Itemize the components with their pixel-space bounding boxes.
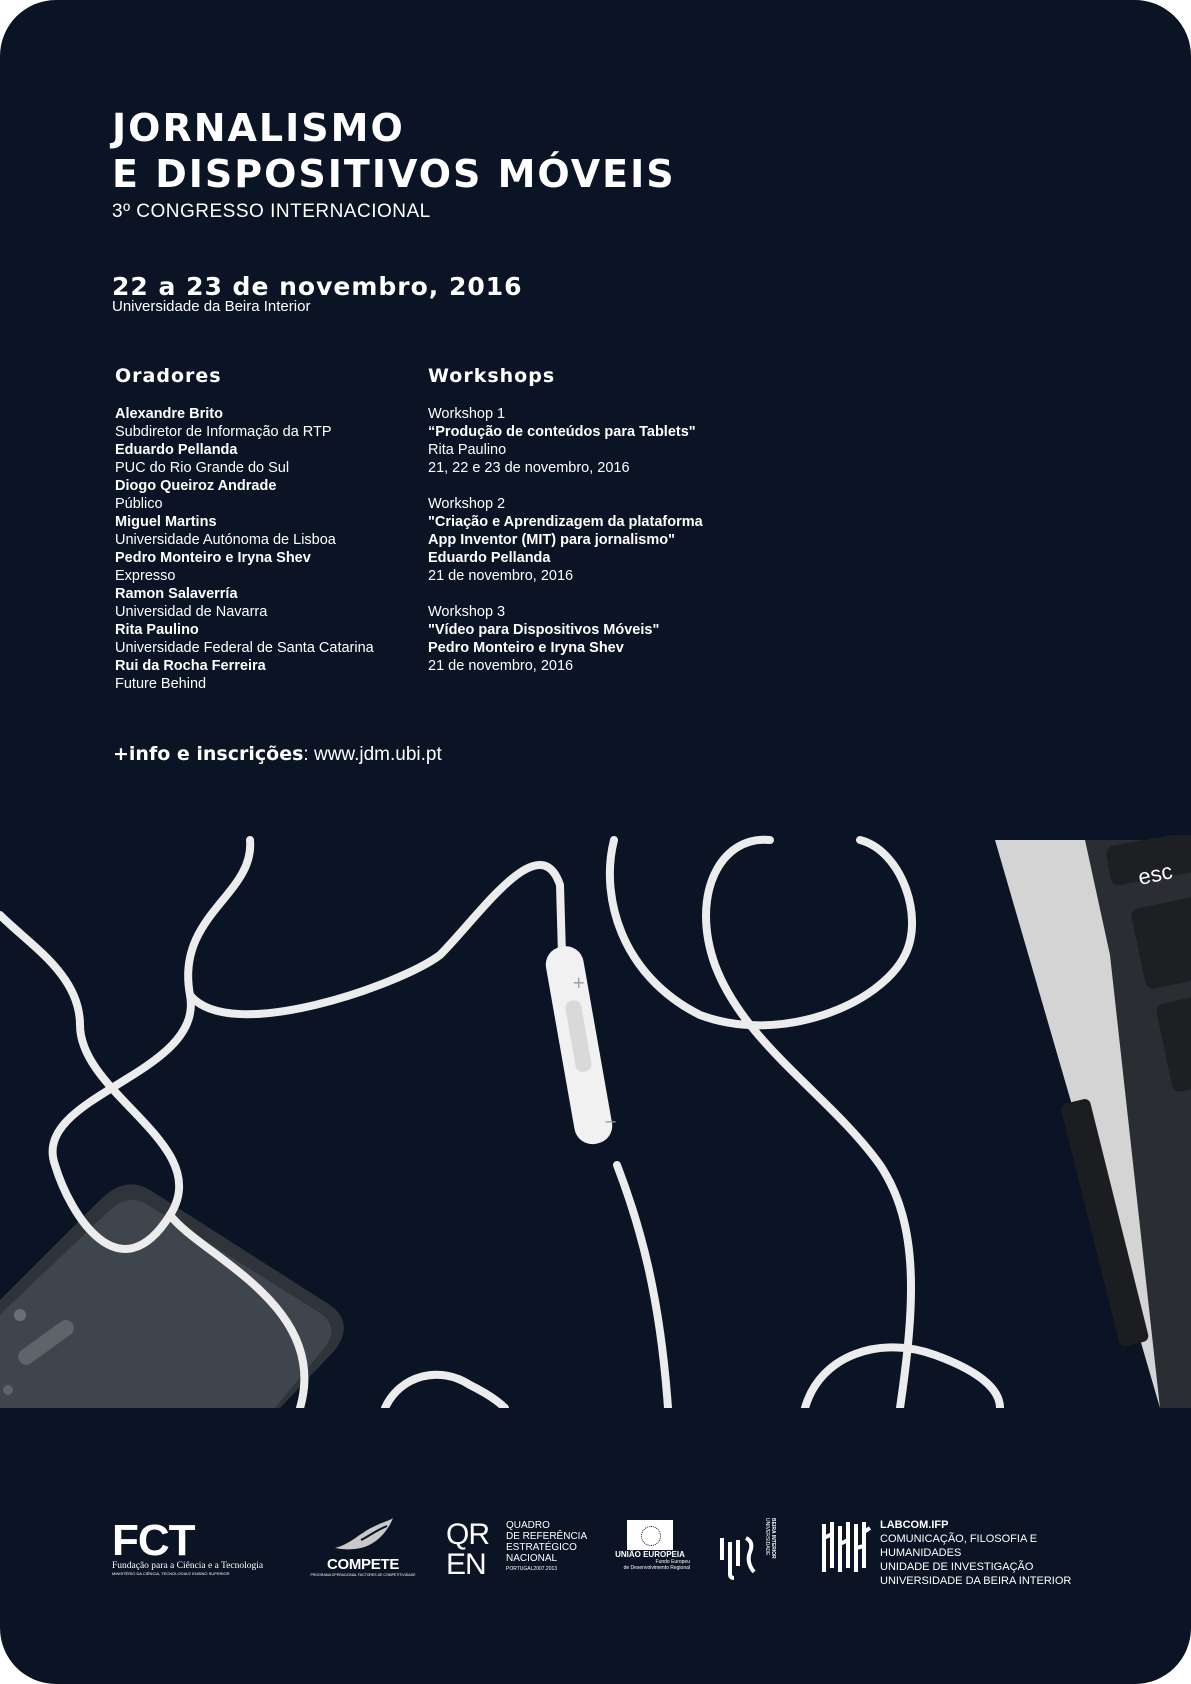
speaker-affiliation: Universidade Federal de Santa Catarina: [115, 640, 374, 656]
speaker-affiliation: Público: [115, 496, 163, 512]
compete-mark: COMPETE: [326, 1556, 400, 1573]
labcom-line: LABCOM.IFP: [880, 1519, 949, 1531]
workshop-instructor: Eduardo Pellanda: [428, 550, 551, 566]
labcom-line: UNIVERSIDADE DA BEIRA INTERIOR: [880, 1575, 1072, 1587]
speaker-name: Rita Paulino: [115, 622, 199, 638]
workshop-label: Workshop 3: [428, 604, 506, 620]
workshop-date: 21 de novembro, 2016: [428, 658, 574, 674]
page-title: [112, 105, 676, 197]
workshop-title: "Vídeo para Dispositivos Móveis": [428, 622, 660, 638]
labcom-line: COMUNICAÇÃO, FILOSOFIA E HUMANIDADES: [880, 1533, 1038, 1559]
bird-icon: [331, 1518, 395, 1552]
eu-flag-icon: [627, 1520, 673, 1550]
workshop-label: Workshop 1: [428, 406, 506, 422]
title-line-1: JORNALISMO: [112, 106, 405, 150]
esc-key-label: esc: [1135, 858, 1175, 890]
earphones-illustration: [0, 835, 1191, 1408]
workshop-title: “Produção de conteúdos para Tablets": [428, 424, 696, 440]
workshop-instructor: Pedro Monteiro e Iryna Shev: [428, 640, 624, 656]
workshop-date: 21 de novembro, 2016: [428, 568, 574, 584]
earphone-remote: [543, 943, 617, 1147]
qren-period: PORTUGAL2007.2013: [506, 1566, 558, 1572]
eu-fund: Fundo Europeu: [655, 1559, 690, 1565]
fct-mark: FCT: [112, 1516, 195, 1565]
eu-logo: [610, 1520, 690, 1571]
speaker-name: Diogo Queiroz Andrade: [115, 478, 277, 494]
labcom-mark-icon: [820, 1518, 872, 1574]
speaker-affiliation: Universidade Autónoma de Lisboa: [115, 532, 336, 548]
info-line: [113, 743, 442, 766]
speaker-affiliation: PUC do Rio Grande do Sul: [115, 460, 290, 476]
qren-mark-bottom: EN: [446, 1548, 486, 1581]
qren-text: [506, 1520, 596, 1575]
workshop-instructor: Rita Paulino: [428, 442, 507, 458]
sponsor-logos: [0, 1500, 1191, 1600]
fct-ministry: MINISTÉRIO DA CIÊNCIA, TECNOLOGIA E ENSINO SUPERIOR: [112, 1571, 230, 1576]
compete-logo: [308, 1518, 418, 1577]
speaker-name: Alexandre Brito: [115, 406, 223, 422]
speaker-name: Ramon Salaverría: [115, 586, 238, 602]
ubi-mark-icon: [718, 1530, 762, 1580]
qren-line: ESTRATÉGICO: [506, 1542, 577, 1553]
speaker-affiliation: Expresso: [115, 568, 176, 584]
qren-mark-top: QR: [446, 1518, 489, 1551]
event-venue: Universidade da Beira Interior: [112, 298, 311, 315]
ubi-text: [762, 1518, 776, 1582]
fct-logo: [112, 1516, 264, 1576]
eu-fund-detail: de Desenvolvimento Regional: [623, 1565, 690, 1571]
qren-line: DE REFERÊNCIA: [506, 1531, 588, 1542]
speaker-name: Miguel Martins: [115, 514, 217, 530]
ubi-line-1: UNIVERSIDADE: [764, 1518, 770, 1556]
workshop-item: [428, 495, 748, 585]
workshop-item: [428, 603, 748, 675]
qren-line: QUADRO: [506, 1520, 550, 1531]
workshop-title: "Criação e Aprendizagem da plataforma: [428, 514, 703, 530]
subtitle: 3º CONGRESSO INTERNACIONAL: [112, 201, 431, 222]
laptop-icon: [995, 835, 1191, 1408]
speaker-affiliation: Universidad de Navarra: [115, 604, 268, 620]
info-separator: :: [303, 744, 314, 765]
workshop-label: Workshop 2: [428, 496, 506, 512]
workshop-title: App Inventor (MIT) para jornalismo": [428, 532, 675, 548]
event-date: 22 a 23 de novembro, 2016: [112, 272, 523, 301]
volume-up-glyph: +: [572, 973, 586, 992]
speaker-name: Pedro Monteiro e Iryna Shev: [115, 550, 311, 566]
speaker-affiliation: Future Behind: [115, 676, 207, 692]
workshops-heading: Workshops: [428, 365, 556, 387]
speaker-name: Eduardo Pellanda: [115, 442, 238, 458]
speaker-affiliation: Subdiretor de Informação da RTP: [115, 424, 332, 440]
volume-down-glyph: −: [604, 1112, 618, 1131]
fct-name: Fundação para a Ciência e a Tecnologia: [112, 1561, 264, 1571]
labcom-text: [880, 1518, 1110, 1588]
info-label: +info e inscrições: [113, 743, 304, 765]
compete-program: PROGRAMA OPERACIONAL FACTORES DE COMPETITIVIDADE: [310, 1573, 416, 1577]
speakers-heading: Oradores: [115, 365, 222, 387]
workshops-list: [428, 405, 748, 693]
workshop-date: 21, 22 e 23 de novembro, 2016: [428, 460, 630, 476]
eu-label: UNIÃO EUROPEIA: [615, 1550, 685, 1559]
speaker-name: Rui da Rocha Ferreira: [115, 658, 266, 674]
labcom-line: UNIDADE DE INVESTIGAÇÃO: [880, 1561, 1034, 1573]
title-line-2: E DISPOSITIVOS MÓVEIS: [112, 152, 676, 196]
ubi-line-2: BEIRA INTERIOR: [770, 1518, 776, 1559]
info-url-link[interactable]: www.jdm.ubi.pt: [313, 744, 442, 765]
ubi-logo: [718, 1518, 778, 1582]
speakers-list: [115, 405, 405, 693]
workshop-item: [428, 405, 748, 477]
qren-line: NACIONAL: [506, 1553, 558, 1564]
